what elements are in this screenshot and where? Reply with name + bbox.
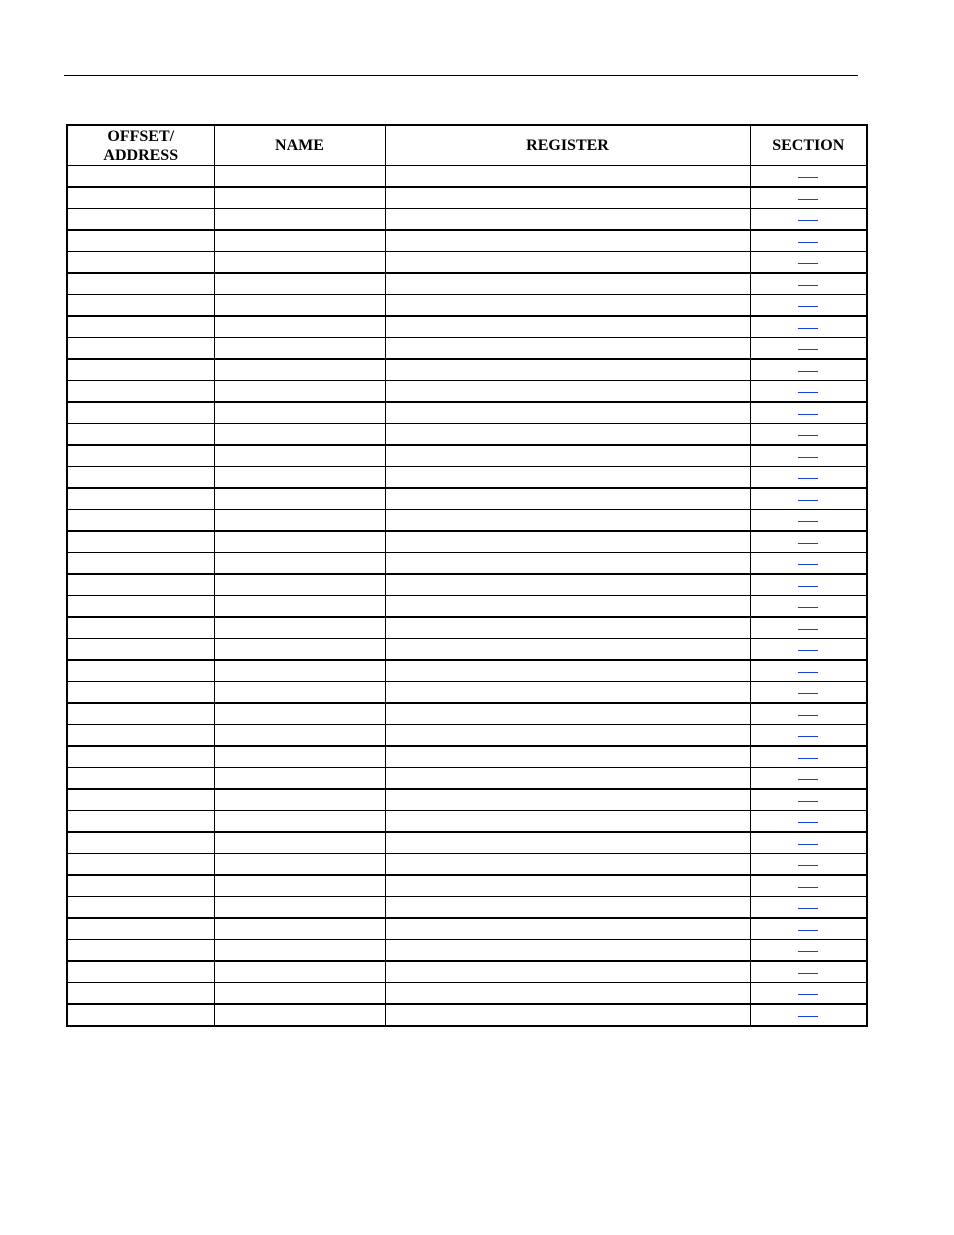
table-row	[67, 768, 867, 790]
offset-cell	[67, 424, 214, 446]
section-cell	[750, 338, 867, 360]
name-cell	[214, 510, 385, 532]
name-cell	[214, 617, 385, 639]
offset-cell	[67, 725, 214, 747]
offset-cell	[67, 230, 214, 252]
section-link[interactable]	[798, 392, 818, 393]
register-cell	[385, 316, 750, 338]
section-link[interactable]	[798, 328, 818, 329]
register-cell	[385, 897, 750, 919]
section-cell	[750, 252, 867, 274]
section-link[interactable]	[798, 521, 818, 522]
section-link[interactable]	[798, 973, 818, 974]
offset-cell	[67, 273, 214, 295]
offset-cell	[67, 789, 214, 811]
section-cell	[750, 897, 867, 919]
section-cell	[750, 553, 867, 575]
register-cell	[385, 402, 750, 424]
section-link[interactable]	[798, 435, 818, 436]
offset-cell	[67, 811, 214, 833]
register-cell	[385, 768, 750, 790]
name-cell	[214, 897, 385, 919]
section-cell	[750, 746, 867, 768]
name-cell	[214, 295, 385, 317]
section-cell	[750, 961, 867, 983]
offset-cell	[67, 295, 214, 317]
name-cell	[214, 961, 385, 983]
offset-cell	[67, 832, 214, 854]
offset-cell	[67, 187, 214, 209]
section-cell	[750, 230, 867, 252]
section-link[interactable]	[798, 220, 818, 221]
name-cell	[214, 467, 385, 489]
offset-cell	[67, 897, 214, 919]
name-cell	[214, 832, 385, 854]
section-cell	[750, 574, 867, 596]
name-cell	[214, 187, 385, 209]
name-cell	[214, 445, 385, 467]
table-row	[67, 316, 867, 338]
section-cell	[750, 187, 867, 209]
offset-cell	[67, 746, 214, 768]
offset-cell	[67, 553, 214, 575]
offset-cell	[67, 531, 214, 553]
register-cell	[385, 1004, 750, 1026]
section-link[interactable]	[798, 779, 818, 780]
section-link[interactable]	[798, 736, 818, 737]
register-cell	[385, 424, 750, 446]
table-row	[67, 295, 867, 317]
section-link[interactable]	[798, 543, 818, 544]
table-row	[67, 875, 867, 897]
register-cell	[385, 940, 750, 962]
table-row	[67, 940, 867, 962]
offset-cell	[67, 961, 214, 983]
register-cell	[385, 746, 750, 768]
section-cell	[750, 768, 867, 790]
name-cell	[214, 230, 385, 252]
register-cell	[385, 811, 750, 833]
offset-cell	[67, 445, 214, 467]
section-cell	[750, 854, 867, 876]
table-row	[67, 682, 867, 704]
section-cell	[750, 725, 867, 747]
offset-cell	[67, 488, 214, 510]
register-cell	[385, 467, 750, 489]
section-link[interactable]	[798, 457, 818, 458]
name-cell	[214, 273, 385, 295]
offset-cell	[67, 940, 214, 962]
table-row	[67, 209, 867, 231]
header-section: SECTION	[750, 125, 867, 166]
section-cell	[750, 381, 867, 403]
name-cell	[214, 746, 385, 768]
name-cell	[214, 209, 385, 231]
name-cell	[214, 596, 385, 618]
section-link[interactable]	[798, 672, 818, 673]
section-link[interactable]	[798, 414, 818, 415]
offset-cell	[67, 381, 214, 403]
table-row	[67, 854, 867, 876]
name-cell	[214, 918, 385, 940]
section-link[interactable]	[798, 306, 818, 307]
name-cell	[214, 854, 385, 876]
register-cell	[385, 832, 750, 854]
table-row	[67, 467, 867, 489]
section-link[interactable]	[798, 1016, 818, 1017]
register-cell	[385, 918, 750, 940]
register-cell	[385, 789, 750, 811]
section-link[interactable]	[798, 844, 818, 845]
register-cell	[385, 703, 750, 725]
section-cell	[750, 424, 867, 446]
table-row	[67, 381, 867, 403]
name-cell	[214, 983, 385, 1005]
section-cell	[750, 295, 867, 317]
name-cell	[214, 1004, 385, 1026]
section-link[interactable]	[798, 371, 818, 372]
header-rule	[64, 75, 858, 76]
table-row	[67, 445, 867, 467]
section-link[interactable]	[798, 285, 818, 286]
section-link[interactable]	[798, 930, 818, 931]
register-cell	[385, 359, 750, 381]
register-cell	[385, 445, 750, 467]
register-cell	[385, 510, 750, 532]
section-link[interactable]	[798, 242, 818, 243]
name-cell	[214, 166, 385, 188]
section-link[interactable]	[798, 715, 818, 716]
section-link[interactable]	[798, 908, 818, 909]
table-row	[67, 359, 867, 381]
section-cell	[750, 510, 867, 532]
section-link[interactable]	[798, 693, 818, 694]
section-cell	[750, 316, 867, 338]
name-cell	[214, 338, 385, 360]
section-cell	[750, 209, 867, 231]
register-cell	[385, 553, 750, 575]
section-cell	[750, 617, 867, 639]
table-row	[67, 832, 867, 854]
table-row	[67, 897, 867, 919]
offset-cell	[67, 703, 214, 725]
table-row	[67, 230, 867, 252]
section-link[interactable]	[798, 629, 818, 630]
register-cell	[385, 660, 750, 682]
table-row	[67, 402, 867, 424]
section-cell	[750, 832, 867, 854]
offset-cell	[67, 682, 214, 704]
section-cell	[750, 166, 867, 188]
table-row	[67, 424, 867, 446]
table-row	[67, 639, 867, 661]
name-cell	[214, 682, 385, 704]
name-cell	[214, 488, 385, 510]
section-link[interactable]	[798, 199, 818, 200]
offset-cell	[67, 467, 214, 489]
register-cell	[385, 875, 750, 897]
section-cell	[750, 273, 867, 295]
register-cell	[385, 531, 750, 553]
register-cell	[385, 295, 750, 317]
register-cell	[385, 273, 750, 295]
section-cell	[750, 488, 867, 510]
name-cell	[214, 725, 385, 747]
section-link[interactable]	[798, 865, 818, 866]
section-cell	[750, 682, 867, 704]
table-row	[67, 1004, 867, 1026]
register-cell	[385, 617, 750, 639]
name-cell	[214, 789, 385, 811]
table-row	[67, 596, 867, 618]
table-row	[67, 166, 867, 188]
table-row	[67, 746, 867, 768]
table-row	[67, 273, 867, 295]
section-link[interactable]	[798, 887, 818, 888]
table-row	[67, 510, 867, 532]
section-link[interactable]	[798, 586, 818, 587]
table-row	[67, 983, 867, 1005]
offset-cell	[67, 209, 214, 231]
offset-cell	[67, 1004, 214, 1026]
offset-cell	[67, 639, 214, 661]
name-cell	[214, 639, 385, 661]
register-cell	[385, 682, 750, 704]
header-register: REGISTER	[385, 125, 750, 166]
name-cell	[214, 768, 385, 790]
section-link[interactable]	[798, 564, 818, 565]
table-row	[67, 252, 867, 274]
section-link[interactable]	[798, 500, 818, 501]
section-link[interactable]	[798, 951, 818, 952]
table-row	[67, 617, 867, 639]
section-cell	[750, 359, 867, 381]
name-cell	[214, 574, 385, 596]
table-row	[67, 338, 867, 360]
offset-cell	[67, 574, 214, 596]
section-cell	[750, 596, 867, 618]
offset-cell	[67, 338, 214, 360]
section-cell	[750, 875, 867, 897]
register-cell	[385, 961, 750, 983]
register-cell	[385, 488, 750, 510]
name-cell	[214, 402, 385, 424]
register-cell	[385, 639, 750, 661]
section-cell	[750, 660, 867, 682]
name-cell	[214, 940, 385, 962]
register-cell	[385, 596, 750, 618]
section-link[interactable]	[798, 263, 818, 264]
name-cell	[214, 424, 385, 446]
section-link[interactable]	[798, 650, 818, 651]
table-row	[67, 961, 867, 983]
table-row	[67, 660, 867, 682]
section-cell	[750, 940, 867, 962]
offset-cell	[67, 402, 214, 424]
name-cell	[214, 252, 385, 274]
section-cell	[750, 531, 867, 553]
register-cell	[385, 209, 750, 231]
table-body	[67, 166, 867, 1027]
register-cell	[385, 725, 750, 747]
name-cell	[214, 381, 385, 403]
name-cell	[214, 553, 385, 575]
table-row	[67, 703, 867, 725]
section-cell	[750, 639, 867, 661]
register-cell	[385, 252, 750, 274]
table-row	[67, 187, 867, 209]
section-cell	[750, 918, 867, 940]
section-link[interactable]	[798, 349, 818, 350]
header-name: NAME	[214, 125, 385, 166]
offset-cell	[67, 316, 214, 338]
offset-cell	[67, 660, 214, 682]
name-cell	[214, 875, 385, 897]
register-cell	[385, 854, 750, 876]
offset-cell	[67, 983, 214, 1005]
register-cell	[385, 338, 750, 360]
name-cell	[214, 531, 385, 553]
offset-cell	[67, 510, 214, 532]
table-row	[67, 531, 867, 553]
section-cell	[750, 467, 867, 489]
offset-cell	[67, 596, 214, 618]
section-link[interactable]	[798, 994, 818, 995]
section-cell	[750, 402, 867, 424]
section-cell	[750, 445, 867, 467]
header-offset-address: OFFSET/ ADDRESS	[67, 125, 214, 166]
section-cell	[750, 983, 867, 1005]
table-row	[67, 553, 867, 575]
section-link[interactable]	[798, 607, 818, 608]
name-cell	[214, 703, 385, 725]
table-row	[67, 574, 867, 596]
offset-cell	[67, 875, 214, 897]
name-cell	[214, 359, 385, 381]
offset-cell	[67, 918, 214, 940]
section-link[interactable]	[798, 801, 818, 802]
register-cell	[385, 983, 750, 1005]
section-link[interactable]	[798, 478, 818, 479]
section-link[interactable]	[798, 177, 818, 178]
table-row	[67, 488, 867, 510]
offset-cell	[67, 854, 214, 876]
section-cell	[750, 703, 867, 725]
register-cell	[385, 381, 750, 403]
table-row	[67, 789, 867, 811]
section-cell	[750, 789, 867, 811]
offset-cell	[67, 252, 214, 274]
name-cell	[214, 811, 385, 833]
section-link[interactable]	[798, 758, 818, 759]
table-header-row	[67, 125, 867, 166]
register-cell	[385, 230, 750, 252]
register-cell	[385, 166, 750, 188]
table-row	[67, 918, 867, 940]
table-row	[67, 811, 867, 833]
name-cell	[214, 316, 385, 338]
offset-cell	[67, 359, 214, 381]
section-cell	[750, 1004, 867, 1026]
register-cell	[385, 574, 750, 596]
offset-cell	[67, 617, 214, 639]
table-row	[67, 725, 867, 747]
offset-cell	[67, 166, 214, 188]
register-table	[66, 124, 868, 1027]
register-cell	[385, 187, 750, 209]
offset-cell	[67, 768, 214, 790]
section-link[interactable]	[798, 822, 818, 823]
section-cell	[750, 811, 867, 833]
name-cell	[214, 660, 385, 682]
